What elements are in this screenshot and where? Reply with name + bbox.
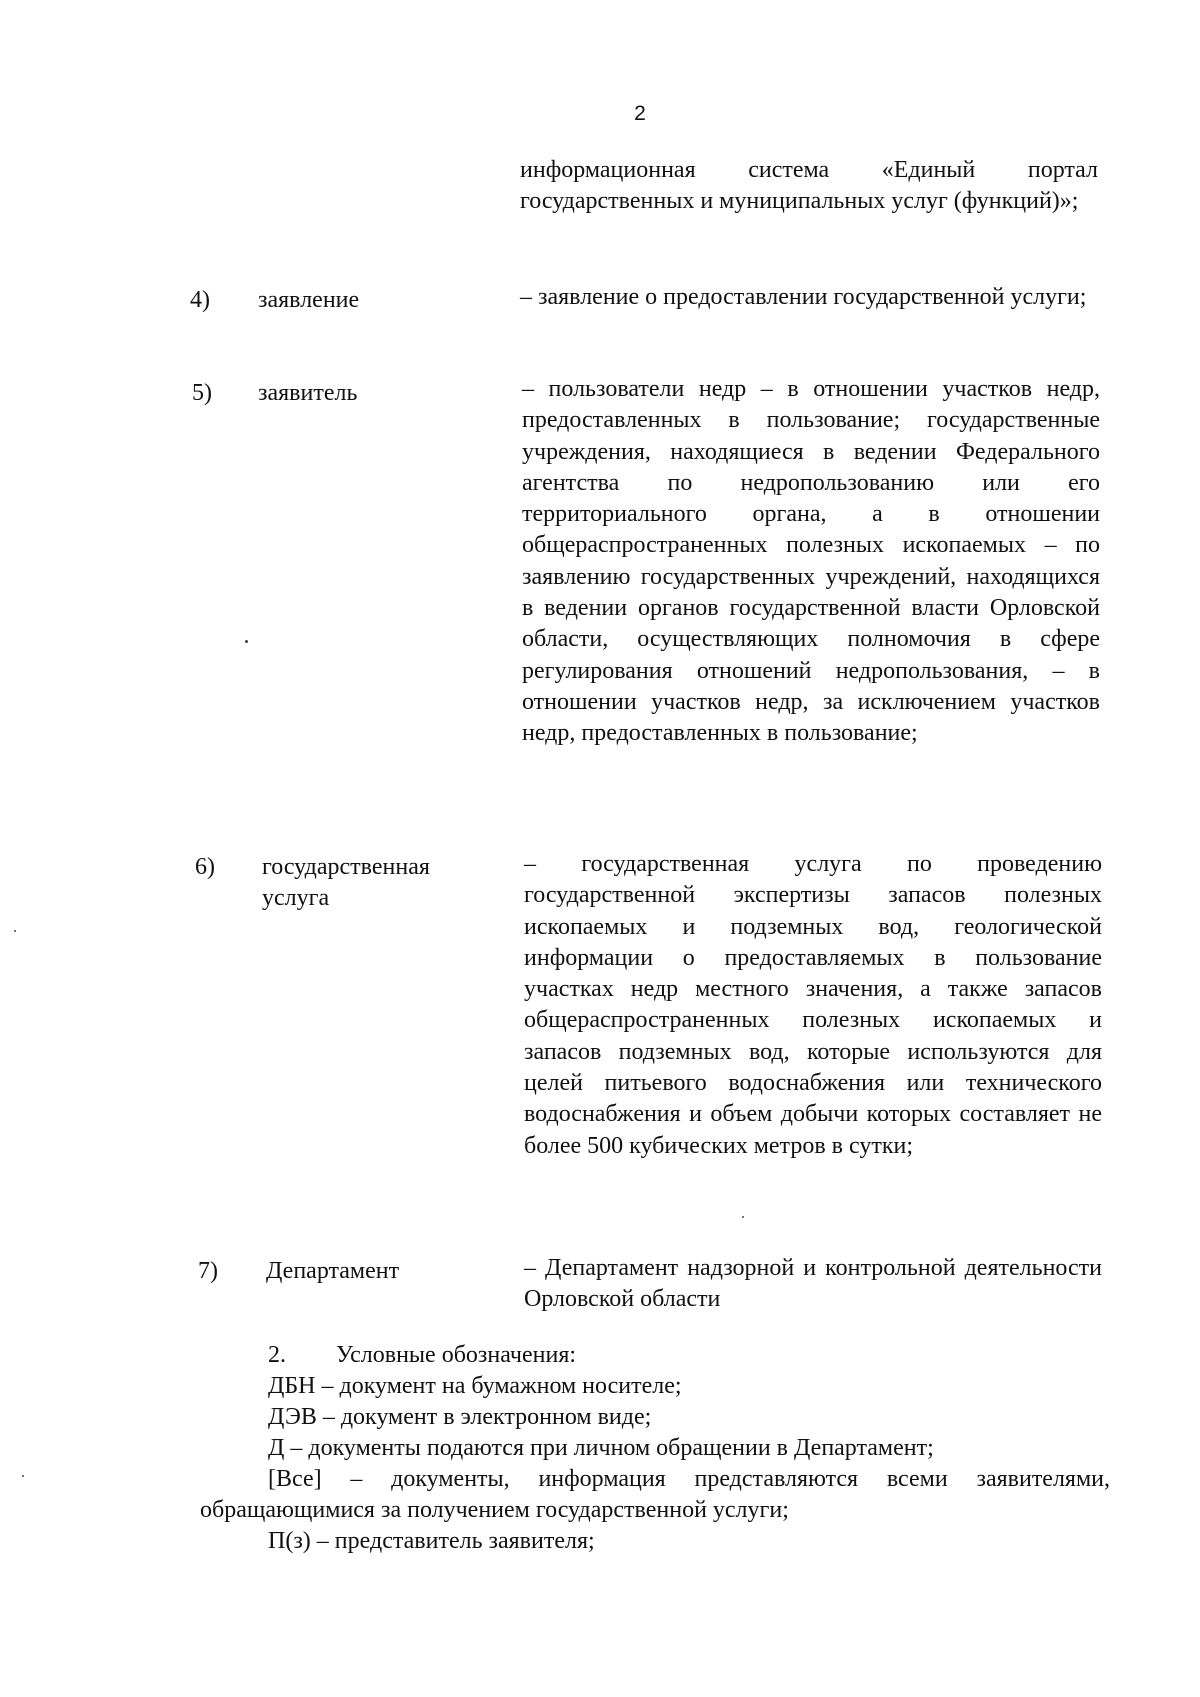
scan-speck	[245, 640, 248, 643]
legend-title: Условные обозначения:	[336, 1342, 577, 1368]
legend-item: ДЭВ – документ в электронном виде;	[268, 1404, 652, 1430]
definition-term: заявитель	[258, 380, 358, 406]
page-number: 2	[634, 102, 646, 125]
definition-number: 4)	[190, 287, 210, 313]
definition-term: заявление	[258, 287, 360, 313]
definition-text: – заявление о предоставлении государственной услуги;	[520, 284, 1087, 310]
legend-item: П(з) – представитель заявителя;	[268, 1528, 595, 1554]
definition-term: Департамент	[266, 1258, 400, 1284]
legend-item: [Все] – документы, информация представляются всеми заявителями, обращающимися за получением государственной услуги;	[200, 1466, 1110, 1523]
definition-number: 7)	[198, 1258, 218, 1284]
scan-speck	[14, 930, 16, 932]
scan-speck	[742, 1216, 744, 1218]
definition-continuation: информационная система «Единый портал государственных и муниципальных услуг (функций)»;	[520, 157, 1098, 215]
definition-number: 5)	[192, 380, 212, 406]
definition-text: – пользователи недр – в отношении участков недр, предоставленных в пользование; государственные учреждения, находящиеся в ведении Федерального агентства по недропользованию или его территориального органа, а в отношении общераспространенных полезных ископаемых – по заявлению государственных учреждений, находящихся в ведении органов государственной власти Орловской области, осуществляющих полномочия в сфере регулирования отношений недропользования, – в отношении участков недр, за исключением участков недр, предоставленных в пользование;	[522, 376, 1100, 747]
definition-term: государственная услуга	[262, 854, 430, 911]
definition-text: – государственная услуга по проведению государственной экспертизы запасов полезных ископаемых и подземных вод, геологической информации о предоставляемых в пользование участках недр местного значения, а также запасов общераспространенных полезных ископаемых и запасов подземных вод, которые используются для целей питьевого водоснабжения или технического водоснабжения и объем добычи которых составляет не более 500 кубических метров в сутки;	[524, 851, 1102, 1159]
legend-item: Д – документы подаются при личном обращении в Департамент;	[268, 1435, 934, 1461]
legend-number: 2.	[268, 1342, 286, 1368]
legend-item: ДБН – документ на бумажном носителе;	[268, 1373, 682, 1399]
definition-text: – Департамент надзорной и контрольной деятельности Орловской области	[524, 1255, 1102, 1313]
legend-section	[200, 1340, 1110, 1557]
legend-heading	[200, 1340, 1110, 1371]
scan-speck	[22, 1475, 24, 1477]
definition-number: 6)	[195, 854, 215, 880]
